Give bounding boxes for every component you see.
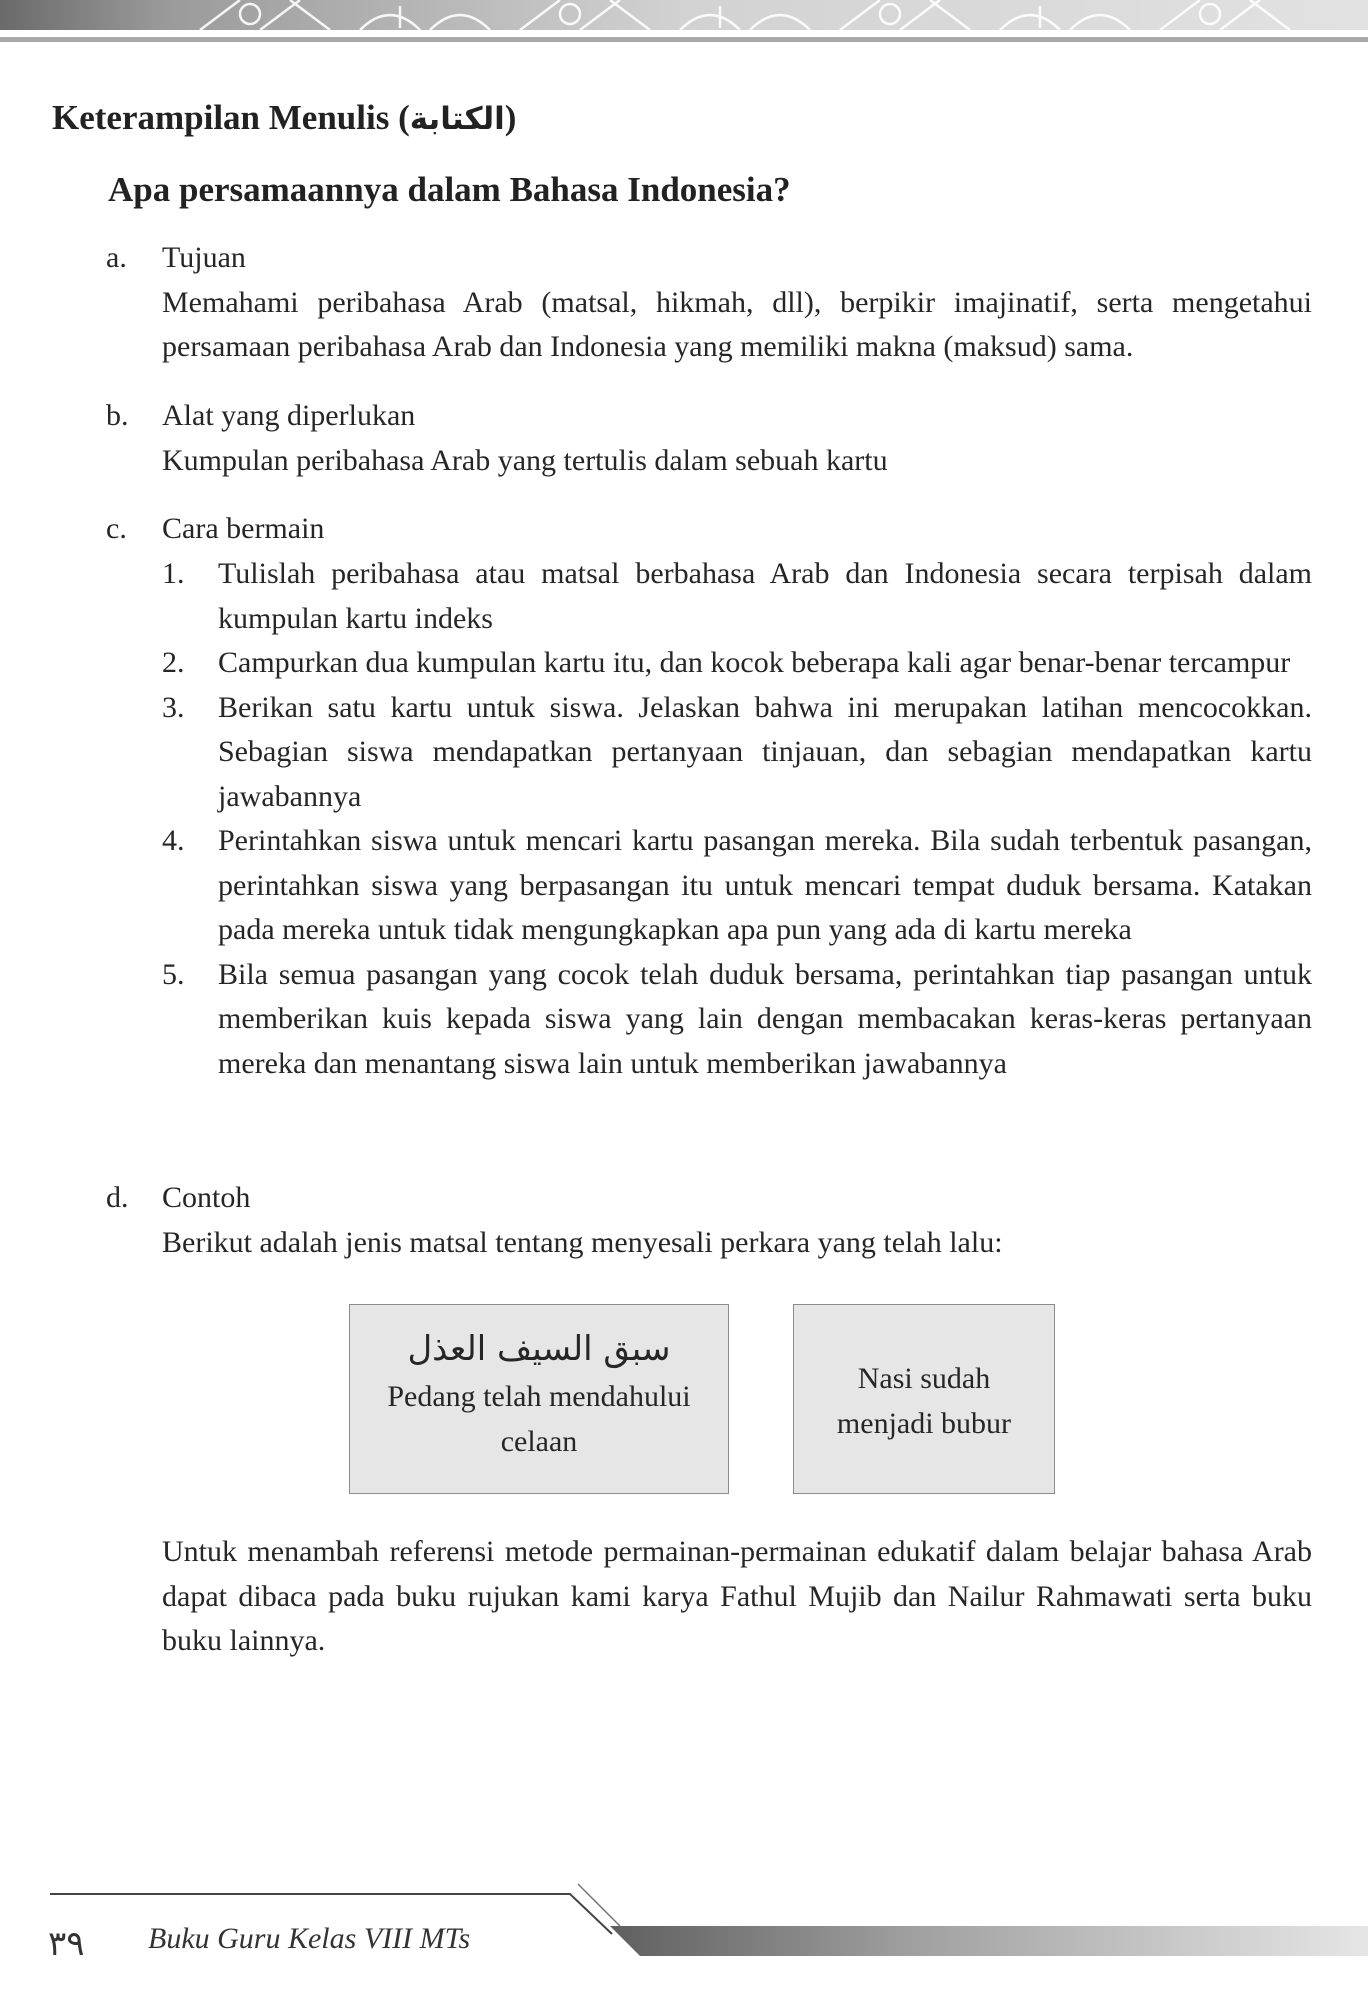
footer-book-title: Buku Guru Kelas VIII MTs <box>148 1922 471 1955</box>
section-title-text: Keterampilan Menulis ( <box>52 98 410 137</box>
item-a-text: Memahami peribahasa Arab (matsal, hikmah, dll), berpikir imajinatif, serta mengetahui persamaan peribahasa Arab dan Indonesia yang memiliki makna (maksud) sama. <box>162 285 1312 363</box>
step-text: Berikan satu kartu untuk siswa. Jelaskan bahwa ini merupakan latihan mencocokkan. Sebagian siswa mendapatkan pertanyaan tinjauan, dan sebagian mendapatkan kartu jawabannya <box>218 690 1312 813</box>
header-band <box>0 0 1368 44</box>
section-title <box>52 98 516 138</box>
step-number: 1. <box>162 557 185 590</box>
page-number: ٣٩ <box>48 1924 85 1964</box>
header-ornament <box>0 0 1368 44</box>
step-text: Bila semua pasangan yang cocok telah duduk bersama, perintahkan tiap pasangan untuk memberikan kuis kepada siswa yang lain dengan membacakan keras-keras pertanyaan mereka dan menantang siswa lain untuk memberikan jawabannya <box>218 957 1312 1080</box>
step-number: 5. <box>162 957 185 991</box>
section-title-close: ) <box>504 98 517 137</box>
item-a-heading: Tujuan <box>162 241 246 274</box>
card-arabic-proverb: سبق السيف العذل <box>407 1329 671 1369</box>
item-b-heading: Alat yang diperlukan <box>162 399 416 432</box>
step-item <box>162 686 1312 820</box>
step-text: Campurkan dua kumpulan kartu itu, dan kocok beberapa kali agar benar-benar tercampur <box>218 646 1291 679</box>
item-c-heading: Cara bermain <box>162 512 325 545</box>
steps-list <box>162 552 1312 1086</box>
section-title-arabic: الكتابة <box>409 101 505 137</box>
step-item <box>162 552 1312 641</box>
item-c-mark: c. <box>106 512 127 545</box>
item-d-text: Berikut adalah jenis matsal tentang menyesali perkara yang telah lalu: <box>162 1225 1003 1259</box>
item-b-text: Kumpulan peribahasa Arab yang tertulis dalam sebuah kartu <box>162 443 888 477</box>
proverb-card-indonesian <box>793 1304 1055 1494</box>
step-number: 2. <box>162 646 185 679</box>
step-text: Perintahkan siswa untuk mencari kartu pasangan mereka. Bila sudah terbentuk pasangan, perintahkan siswa yang berpasangan itu untuk mencari tempat duduk bersama. Katakan pada mereka untuk tidak mengungkapkan apa pun yang ada di kartu mereka <box>218 824 1312 946</box>
item-a-mark: a. <box>106 241 127 274</box>
step-number: 4. <box>162 824 185 857</box>
card-right-line2: menjadi bubur <box>836 1406 1012 1440</box>
step-item <box>162 641 1312 686</box>
step-item <box>162 953 1312 1087</box>
card-right-line1: Nasi sudah <box>857 1362 991 1395</box>
card-left-line1: Pedang telah mendahului <box>387 1380 691 1413</box>
item-d-heading: Contoh <box>162 1181 251 1214</box>
step-text: Tulislah peribahasa atau matsal berbahasa Arab dan Indonesia secara terpisah dalam kumpulan kartu indeks <box>218 557 1312 635</box>
step-number: 3. <box>162 690 185 724</box>
card-left-line2: celaan <box>500 1424 578 1458</box>
item-b-mark: b. <box>106 399 129 432</box>
step-item <box>162 819 1312 953</box>
subtitle: Apa persamaannya dalam Bahasa Indonesia? <box>108 170 791 209</box>
proverb-card-arabic <box>349 1304 729 1494</box>
closing-paragraph: Untuk menambah referensi metode permainan-permainan edukatif dalam belajar bahasa Arab dapat dibaca pada buku rujukan kami karya Fathul Mujib dan Nailur Rahmawati serta buku buku lainnya. <box>162 1535 1312 1657</box>
item-d-mark: d. <box>106 1181 129 1214</box>
